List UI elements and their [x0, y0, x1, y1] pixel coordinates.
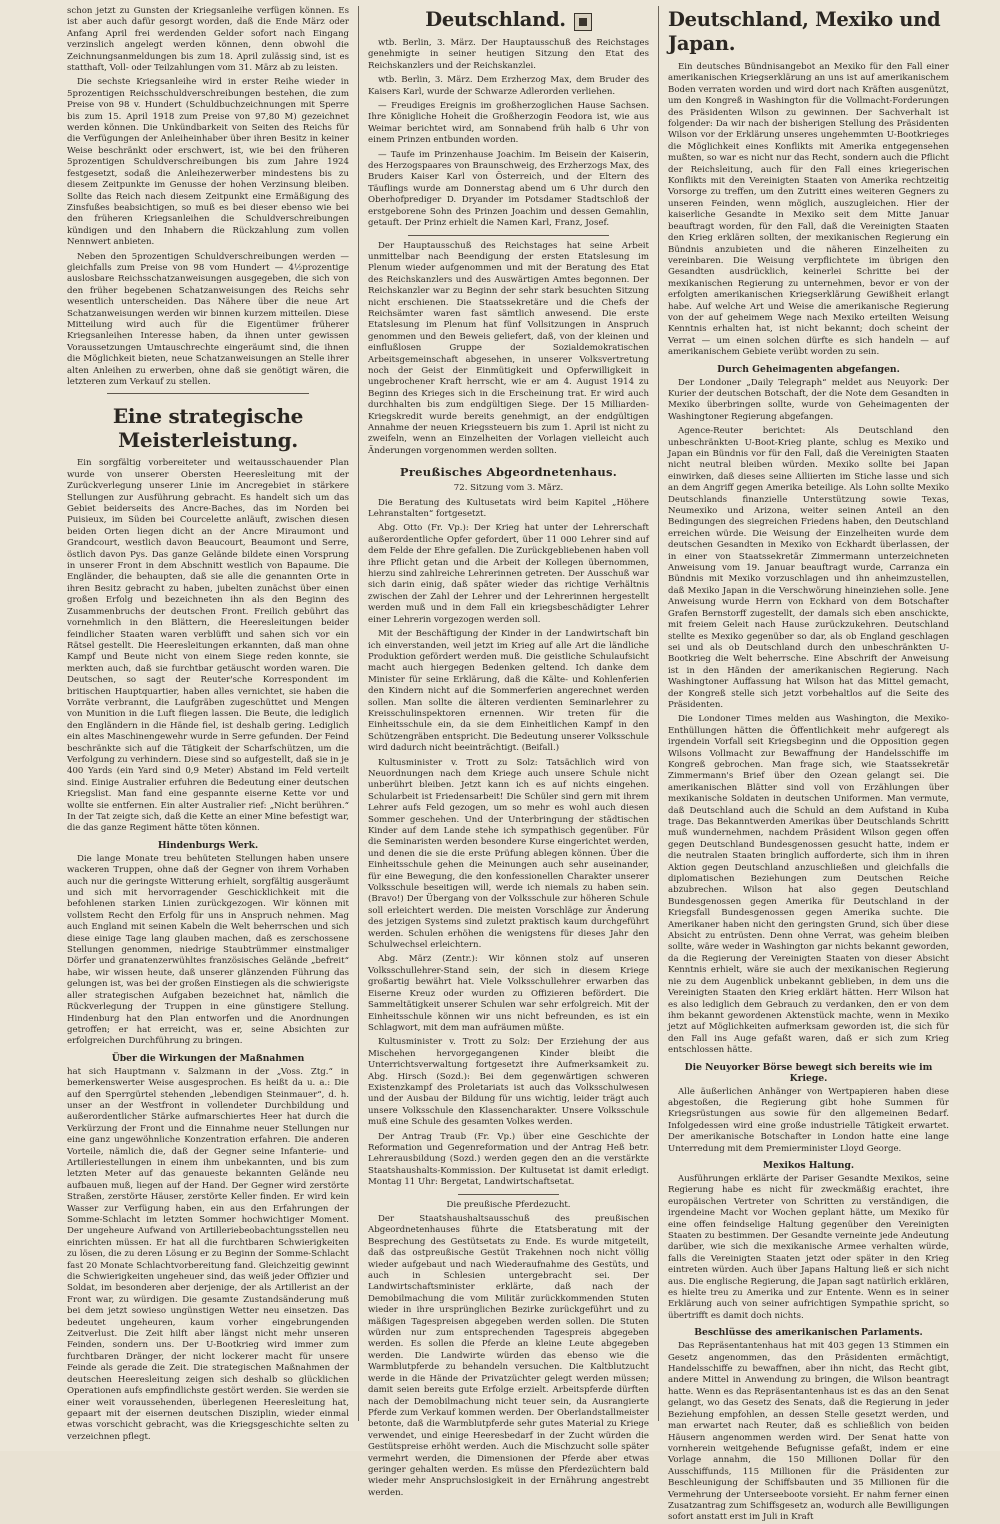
- section-heading: Die preußische Pferdezucht.: [446, 1199, 571, 1210]
- column-right: [658, 6, 958, 1523]
- section-masthead: [368, 6, 649, 38]
- headline-strategy: Eine strategische Meisterleistung.: [112, 404, 304, 453]
- article-paragraph: Agence-Reuter berichtet: Als Deutschland den unbeschränkten U-Boot-Krieg plante, schlug es Mexiko und Japan ein Bündnis vor für den Fall, daß die Vereinigten Staaten nicht neutral bleiben würden. Mexiko sollte bei Japan einwirken, daß dieses seine Alliierten im Stiche lasse und sich an dem Angriff gegen Amerika beteilige. Als Lohn sollte Mexiko Deutschlands finanzielle Unterstützung sowie Texas, Neumexiko und Arizona, weiter seinen Anteil an den Bedingungen des siegreichen Friedens haben, den Deutschland erreichen würde. Die Weisung der Einzelheiten wurde dem deutschen Gesandten in Mexiko von Eckhardt überlassen, der in einer von Staatssekretär Zimmermann unterzeichneten Anweisung vom 19. Januar beauftragt wurde, Carranza ein Bündnis mit Mexiko vorzuschlagen und ihn anheimzustellen, daß Mexiko Japan in die Verschwörung hineinziehen solle. Jene Anweisung wurde Herrn von Eckhard von dem Botschafter Grafen Bernstorff zugestellt, der damals sich eben anschickte, mit freiem Geleit nach Hause zurückzukehren. Deutschland stellte es Mexiko gegenüber so dar, als ob England geschlagen sei und als ob Deutschland durch den unbeschränkten U-Bootkrieg die Welt beherrsche. Eine Abschrift der Anweisung ist in den Händen der amerikanischen Regierung. Nach Washingtoner Auffassung hat Wilson hat das Mittel gemacht, der Kongreß stelle sich jetzt vorbehaltlos auf die Seite des Präsidenten.: [668, 426, 949, 710]
- section-heading: Die Neuyorker Börse bewegt sich bereits wie im Kriege.: [684, 1061, 933, 1084]
- article-paragraph: Ein sorgfältig vorbereiteter und weitausschauender Plan wurde von unserer Obersten Heeresleitung mit der Zurückverlegung unserer Linie im Ancregebiet in stärkere Stellungen zur Ausführung gebracht. Es handelt sich um das Gebiet beiderseits des Ancre-Baches, das im Norden bei Puisieux, im Süden bei Courcelette anläuft, zwischen diesen beiden Orten liegen dicht an der Ancre Miraumont und Grandcourt, westlich davon Beaucourt, Beaumont und Serre, östlich davon Pys. Das ganze Gelände bildete einen Vorsprung in unserer Front in dem Abschnitt westlich von Bapaume. Die Engländer, die behaupten, daß sie alle die genannten Orte in ihren Besitz gebracht zu haben, jubelten zunächst über einen großen Erfolg und bezeichneten ihn als den Beginn des Zusammenbruchs der deutschen Front. Freilich gebührt das vornehmlich in den Blättern, die Heeresleitungen beider feindlicher Staaten waren verblüfft und sahen sich vor ein Rätsel gestellt. Die Heeresleitungen erkannten, daß man ohne Kampf und Beute nicht von einem Siege reden konnte, sie merkten auch, daß sie furchtbar getäuscht worden waren. Die Deutschen, so sagt der Reuter'sche Korrespondent im britischen Hauptquartier, haben alles vernichtet, sie haben die Vorräte verbrannt, die Laufgräben zugeschüttet und Mengen von Munition in die Luft fliegen lassen. Die Beute, die lediglich den Engländern in die Hände fiel, ist deshalb gering. Lediglich ein altes Maschinengewehr wurde in Serre gefunden. Der Feind beschränkte sich auf die Tätigkeit der Scharfschützen, um die Verfolgung zu verhindern. Diese sind so aufgestellt, daß sie in je 400 Yards (ein Yard sind 0,9 Meter) Abstand im Feld verteilt sind. Einige Australier erfuhren die Bedeutung einer deutschen Kriegslist. Man fand eine gespannte eiserne Kette vor und wollte sie entfernen. Ein alter Australier rief: „Nicht berühren.“ In der Tat zeigte sich, daß die Kette an einer Mine befestigt war, die das ganze Regiment hätte töten können.: [67, 458, 349, 834]
- column-left: [58, 6, 358, 1442]
- eagle-emblem-icon: [574, 13, 592, 31]
- section-heading: Beschlüsse des amerikanischen Parlaments.: [694, 1327, 923, 1339]
- article-paragraph: Die sechste Kriegsanleihe wird in erster Reihe wieder in 5prozentigen Reichsschuldverschreibungen bestehen, die zum Preise von 98 v. Hundert (Schuldbuchzeichnungen mit Sperre bis zum 15. April 1918 zum Preise von 97,80 M) gezeichnet werden können. Die Unkündbarkeit von Seiten des Reichs für die Verfügungen der Anleiheinhaber über ihren Besitz in keiner Weise beschränkt oder erschwert, ist, wie bei den früheren 5prozentigen Schuldverschreibungen bis zum Jahre 1924 festgesetzt, sodaß die Anleihezerwerber mindestens bis zu diesem Zeitpunkte im Genusse der hohen Verzinsung bleiben. Sollte das Reich nach diesem Zeitpunkt eine Ermäßigung des Zinsfußes beabsichtigen, so muß es bei dieser ebenso wie bei den früheren Kriegsanleihen die Schuldverschreibungen kündigen und den Inhabern die Rückzahlung zum vollen Nennwert anbieten.: [67, 77, 349, 248]
- article-paragraph: Kultusminister v. Trott zu Solz: Der Erziehung der aus Mischehen hervorgegangenen Kinder bleibt die Unterrichtsverwaltung fortgesetzt ihre Aufmerksamkeit zu. Abg. Hirsch (Sozd.): Bei dem gegenwärtigen schweren Existenzkampf des Proletariats ist auch das Volksschulwesen und der Ausbau der Bildung für uns wichtig, leider trägt auch unsere Volksschule den Klassencharakter. Unsere Volksschule muß eine Schule des gesamten Volkes werden.: [368, 1037, 649, 1128]
- article-paragraph: Das Repräsentantenhaus hat mit 403 gegen 13 Stimmen ein Gesetz angenommen, das den Präsidenten ermächtigt, Handelsschiffe zu bewaffnen, aber ihn nicht, das Recht gibt, andere Mittel in Anwendung zu bringen, die Wilson beantragt hatte. Wenn es das Repräsentantenhaus ist es das an den Senat gelangt, wo das Gesetz des Senats, daß die Regierung in jeder Beziehung empfohlen, an dessen Stelle gesetzt werden, und man erwartet nach Reuter, daß es schließlich von beiden Häusern angenommen werden wird. Der Senat hatte von vornherein weitgehende Befugnisse gefaßt, indem er eine Vorlage annahm, die 150 Millionen Dollar für den Ausschiffunds, 115 Millionen für die Präsidenten zur Beschleunigung der Schiffsbauten und 35 Millionen für die Vermehrung der Unterseeboote vorsieht. Er nahm ferner einen Zusatzantrag zum Schiffsgesetz an, wodurch alle Bewilligungen sofort anstatt erst im Juli in Kraft: [668, 1341, 949, 1523]
- article-paragraph: Alle äußerlichen Anhänger von Wertpapieren haben diese abgestoßen, die Regierung gibt hohe Summen für Kriegsrüstungen aus sowie für den allgemeinen Bedarf. Infolgedessen wird eine große industrielle Tätigkeit erwartet. Der amerikanische Botschafter in London hatte eine lange Unterredung mit dem Premierminister Lloyd George.: [668, 1086, 949, 1154]
- news-item: wtb. Berlin, 3. März. Dem Erzherzog Max, dem Bruder des Kaisers Karl, wurde der Schwarze Adlerorden verliehen.: [368, 75, 649, 97]
- article-paragraph: Die lange Monate treu behüteten Stellungen haben unsere wackeren Truppen, ohne daß der Gegner von ihrem Vorhaben auch nur die geringste Witterung erhielt, sorgfältig ausgeräumt und sich mit hervorragender Geschicklichkeit mit die befohlenen starken Linien zurückgezogen. Wir können mit vollstem Recht den Erfolg für uns in Anspruch nehmen. Mag auch England mit seinen Kabeln die Welt beherrschen und sich diese einige Tage lang glauben machen, daß es zerschossene Stellungen genommen, niedrige Staubtrümmer einstmaliger Dörfer und granatenzerwühltes französisches Gelände „befreit“ habe, wir wissen heute, daß unserer glänzenden Führung das gelungen ist, was bei der großen Einstiegen als die schwierigste aller strategischen Aufgaben bezeichnet hat, nämlich die Rückverlegung der Truppen in eine günstigere Stellung. Hindenburg hat den Plan entworfen und die Anordnungen getroffen; er hat erreicht, was er, seine Absichten zur erfolgreichen Durchführung zu bringen.: [67, 853, 349, 1047]
- divider: [458, 1194, 559, 1195]
- news-item: — Freudiges Ereignis im großherzoglichen Hause Sachsen. Ihre Königliche Hoheit die Großherzogin Feodora ist, wie aus Weimar berichtet wird, am Sonnabend früh halb 6 Uhr von einem Prinzen entbunden worden.: [368, 101, 649, 146]
- session-line: 72. Sitzung vom 3. März.: [453, 483, 564, 494]
- article-paragraph: Ausführungen erklärte der Pariser Gesandte Mexikos, seine Regierung habe es nicht für zweckmäßig erachtet, ihre europäischen Vertreter von Schritten zu verständigen, die irgendeine Macht vor Wochen geplant hätte, um Mexiko für eine offen feindselige Haltung gegenüber den Vereinigten Staaten zu bestimmen. Der Gesandte verneinte jede Andeutung darüber, wie sich die mexikanische Armee verhalten würde, falls die Vereinigten Staaten jetzt oder später in den Krieg eintreten würden. Auch über Japans Haltung ließ er sich nicht aus. Die englische Regierung, die Japan sagt natürlich erklären, es hielte treu zu Amerika und zur Entente. Wenn es in seiner Erklärung auch von seiner aufrichtigen Sympathie spricht, so übertrifft es damit doch nichts.: [668, 1173, 949, 1321]
- headline-mexiko-japan: Deutschland, Mexiko und Japan.: [668, 8, 941, 55]
- divider: [107, 393, 309, 394]
- article-paragraph: Abg. Otto (Fr. Vp.): Der Krieg hat unter der Lehrerschaft außerordentliche Opfer gefordert, über 11 000 Lehrer sind auf dem Felde der Ehre gefallen. Die Zurückgebliebenen haben voll ihre Pflicht getan und die Arbeit der Kollegen übernommen, hierzu sind zahlreiche Lehrerinnen getreten. Der Ausschuß war sich darin einig, daß später wieder das richtige Verhältnis zwischen der Zahl der Lehrer und der Lehrerinnen hergestellt werden muß und in dem Fall ein kriegsbeschädigter Lehrer einer Lehrerin vorgezogen werden soll.: [368, 523, 649, 625]
- article-paragraph: Der Antrag Traub (Fr. Vp.) über eine Geschichte der Reformation und Gegenreformation und der Antrag Heß betr. Lehrerausbildung (Sozd.) werden gegen den an die verstärkte Staatshaushalts-Kommission. Der Kultusetat ist damit erledigt. Montag 11 Uhr: Bergetat, Landwirtschaftsetat.: [368, 1131, 649, 1188]
- article-paragraph: Abg. März (Zentr.): Wir können stolz auf unseren Volksschullehrer-Stand sein, der sich in diesem Kriege großartig bewährt hat. Viele Volksschullehrer erwarben das Eiserne Kreuz oder wurden zu Offizieren befördert. Die Sammeltätigkeit unserer Schulen war sehr erfolgreich. Mit der Einheitsschule können wir uns nicht befreunden, es ist ein Schlagwort, mit dem man aufräumen müßte.: [368, 954, 649, 1033]
- article-paragraph: Ein deutsches Bündnisangebot an Mexiko für den Fall einer amerikanischen Kriegserklärung an uns ist auf amerikanischem Boden verraten worden und wird dort nach Kräften ausgenützt, um den Kongreß in Washington für die Vollmacht-Forderungen des Präsidenten Wilson zu gewinnen. Der Sachverhalt ist folgender: Da wir nach der bisherigen Stellung des Präsidenten Wilson vor der Erklärung unseres ungehemmten U-Bootkrieges die Möglichkeit eines Konflikts mit Amerika entgegensehen mußten, so war es nicht nur das Recht, sondern auch die Pflicht der Reichsleitung, auch für den Fall eines kriegerischen Konflikts mit den Vereinigten Staaten von Amerika rechtzeitig Vorsorge zu treffen, um den Zutritt eines weiteren Gegners zu unseren Feinden, wenn möglich, auszugleichen. Hier der kaiserliche Gesandte in Mexiko seit dem Mitte Januar beauftragt worden, für den Fall, daß die Vereinigten Staaten den Krieg erklären sollten, der mexikanischen Regierung ein Bündnis anzubieten und die näheren Einzelheiten zu vereinbaren. Die Weisung verpflichtete im übrigen den Gesandten ausdrücklich, keinerlei Schritte bei der mexikanischen Regierung zu unternehmen, bevor er von der erfolgten amerikanischen Kriegserklärung Gewißheit erlangt habe. Auf welche Art und Weise die amerikanische Regierung von der auf geheimem Wege nach Mexiko erteilten Weisung Kenntnis erhalten hat, ist nicht bekannt; doch scheint der Verrat — um einen solchen dürfte es sich handeln — auf amerikanischem Gebiete verübt worden zu sein.: [668, 62, 949, 358]
- article-paragraph: Die Beratung des Kultusetats wird beim Kapitel „Höhere Lehranstalten“ fortgesetzt.: [368, 497, 649, 520]
- article-paragraph: schon jetzt zu Gunsten der Kriegsanleihe verfügen können. Es ist aber auch dafür gesorgt worden, daß die Ende März oder Anfang April frei werdenden Gelder sofort nach Eingang verzinslich angelegt werden können, denn obwohl die Zeichnungsanmeldungen bis zum 18. April zulässig sind, ist es statthaft, Voll- oder Teilzahlungen vom 31. März ab zu leisten.: [67, 6, 349, 74]
- article-paragraph: Neben den 5prozentigen Schuldverschreibungen werden — gleichfalls zum Preise von 98 vom Hundert — 4½prozentige auslosbare Reichsschatzanweisungen ausgegeben, die sich von den früher begebenen Schatzanweisungen des Reichs sehr wesentlich unterscheiden. Das Nähere über die neue Art Schatzanweisungen werden wir binnen kurzem mitteilen. Diese Mitteilung wird auch für die Eigentümer früherer Kriegsanleihen Interesse haben, da ihnen unter gewissen Voraussetzungen Umtauschrechte eingeräumt sind, die ihnen die Möglichkeit bieten, neue Schatzanweisungen an Stelle ihrer alten Anleihen zu erwerben, ohne daß sie genötigt wären, die letzteren zum Verkauf zu stellen.: [67, 251, 349, 387]
- columns: [58, 6, 970, 1523]
- headline-abgeordnetenhaus: Preußisches Abgeordnetenhaus.: [399, 465, 618, 480]
- section-heading: Über die Wirkungen der Maßnahmen: [111, 1052, 305, 1064]
- news-item: wtb. Berlin, 3. März. Der Hauptausschuß des Reichstages genehmigte in seiner heutigen Sitzung den Etat des Reichskanzlers und der Reichskanzlei.: [368, 38, 649, 71]
- news-item: Der Hauptausschuß des Reichstages hat seine Arbeit unmittelbar nach Beendigung der ersten Etatslesung im Plenum wieder aufgenommen und mit der Beratung des Etat des Reichskanzlers und des Auswärtigen Amtes begonnen. Der Reichskanzler war zu Beginn der sehr stark besuchten Sitzung nicht erschienen. Die Staatssekretäre und die Chefs der Reichsämter waren fast sämtlich anwesend. Die erste Etatslesung im Plenum hat fünf Vollsitzungen in Anspruch genommen und den Beweis geliefert, daß, von der kleinen und einflußlosen Gruppe der Sozialdemokratischen Arbeitsgemeinschaft abgesehen, in unserer Volksvertretung noch der Geist der Einmütigkeit und Opferwilligkeit in ungebrochener Kraft herrscht, wie er am 4. August 1914 zu Beginn des Krieges sich in die Erscheinung trat. Er wird auch durchhalten bis zum endgültigen Siege. Der 15 Milliarden-Kriegskredit wurde bereits genehmigt, an der endgültigen Annahme der neuen Kriegssteuern bis zum 1. April ist nicht zu zweifeln, wenn an Einzelheiten der Vorlagen vielleicht auch Änderungen vorgenommen werden sollten.: [368, 240, 649, 456]
- article-paragraph: Der Londoner „Daily Telegraph“ meldet aus Neuyork: Der Kurier der deutschen Botschaft, der die Note dem Gesandten in Mexiko überbringen sollte, wurde von Geheimagenten der Washingtoner Regierung abgefangen.: [668, 377, 949, 422]
- article-paragraph: Kultusminister v. Trott zu Solz: Tatsächlich wird von Neuordnungen nach dem Kriege auch unsere Schule nicht unberührt bleiben. Jetzt kann ich es auf nichts eingehen. Schularbeit ist Friedensarbeit! Die Schüler sind gern mit ihrem Lehrer aufs Feld gezogen, um so mehr es wohl auch diesen Sommer geschehen. Und der Unterbringung der städtischen Kinder auf dem Lande stehe ich sympathisch gegenüber. Für die Seminaristen werden besondere Kurse eingerichtet werden, und denen die sie die erste Prüfung ablegen können. Über die Einheitsschule gehen die Meinungen auch sehr auseinander, für eine Bewegung, die den konfessionellen Charakter unserer Volksschule beseitigen will, werde ich niemals zu haben sein. (Bravo!) Der Übergang von der Volksschule zur höheren Schule soll erleichtert werden. Die meisten Vorschläge zur Änderung des jetzigen Systems sind zuletzt praktisch kaum durchgeführt werden. Schulen erhöhen die wenigstens für dieses Jahr den Schulwechsel erleichtern.: [368, 757, 649, 951]
- article-paragraph: Der Staatshaushaltsausschuß des preußischen Abgeordnetenhauses führte die Etatsberatung mit der Besprechung des Gestütsetats zu Ende. Es wurde mitgeteilt, daß das ostpreußische Gestüt Trakehnen noch nicht völlig wieder aufgebaut und nach Wiederaufnahme des Gestüts, und auch in Schlesien untergebracht sei. Der Landwirtschaftsminister erklärte, daß nach der Demobilmachung die vom Militär zurückkommenden Stuten wieder in ihre ursprünglichen Bezirke zurückgeführt und zu mäßigen Tagespreisen abgegeben werden sollen. Die Stuten würden nur zum entsprechenden Tagespreis abgegeben werden. Es sollen die Pferde an kleine Leute abgegeben werden. Die Landwirte würden das ebenso wie die Warmblutpferde zu behandeln versuchen. Die Kaltblutzucht werde in die Hände der Privatzüchter gelegt werden müssen; damit seien bereits gute Erfolge erzielt. Arbeitspferde dürften nach der Demobilmachung nicht teuer sein, da Ausrangierte Pferde zum Verkauf kommen werden. Der Oberlandstallmeister betonte, daß die Warmblutpferde sehr gutes Material zu Kriege verwendet, und einige Heeresbedarf in der Zucht würden die Gestütspreise erhöht werden. Auch die Mischzucht solle später vermehrt werden, die Dimensionen der Pferde aber etwas geringer gehalten werden. Es müsse den Pferdezüchtern bald wieder mehr Anspruchslosigkeit in der Ernährung angestrebt werden.: [368, 1214, 649, 1498]
- article-paragraph: Mit der Beschäftigung der Kinder in der Landwirtschaft bin ich einverstanden, weil jetzt im Krieg auf alle Art die ländliche Produktion gefördert werden muß. Die geistliche Schulaufsicht macht auch hiergegen Bedenken geltend. Ich danke dem Minister für seine Erklärung, daß die Kälte- und Kohlenferien den Kindern nicht auf die Sommerferien angerechnet werden sollen. Man sollte die älteren verdienten Seminarlehrer zu Kreisschulinspektoren ernennen. Wir treten für die Einheitsschule ein, da sie dem Einheitlichen Kampf in den Schützengräben entspricht. Die Bedeutung unserer Volksschule wird dadurch nicht beeinträchtigt. (Beifall.): [368, 629, 649, 754]
- section-heading: Mexikos Haltung.: [762, 1159, 855, 1171]
- column-middle: [358, 6, 658, 1498]
- article-paragraph: hat sich Hauptmann v. Salzmann in der „Voss. Ztg.“ in bemerkenswerter Weise ausgesprochen. Es heißt da u. a.: Die auf den Sperrgürtel stehenden „lebendigen Steinmauer“, d. h. unser an der Westfront in vollendeter Durchbildung und außerordentlicher Stärke aufmarschiertes Heer hat durch die Verkürzung der Front und die Einnahme neuer Stellungen nur eine ganz ungewöhnliche Konzentration erfahren. Die anderen Vorteile, nämlich die, daß der Gegner seine Infanterie- und Artilleriestellungen in einem ihm unbekannten, und bis zum letzten Meter auf das genaueste bekannten Gelände neu aufbauen muß, liegen auf der Hand. Der Gegner wird zerstörte Straßen, zerstörte Häuser, zerstörte Keller finden. Er wird kein Wasser zur Verfügung haben, ein aus den Erfahrungen der Somme-Schlacht im letzten Sommer hochwichtiger Moment. Der ungeheure Aufwand von Artilleriebeobachtungsstellen neu einrichten müssen. Er hat all die furchtbaren Schwierigkeiten zu lösen, die zu deren Lösung er zu Beginn der Somme-Schlacht fast 20 Monate Schlachtvorbereitung fand. Gleichzeitig gewinnt die Schwierigkeiten ungeheuer sind, das weiß jeder Offizier und Soldat, im besonderen aber derjenige, der als Artillerist an der Front war, zu würdigen. Die gesamte Zustandsänderung muß bei dem jetzt sowieso ungünstigen Wetter neu einsetzen. Das bedeutet ungeheuren, kaum vorher eingebrungenden Zeitverlust. Die Zeit hilft aber längst nicht mehr unseren Feinden, sondern uns. Der U-Bootkrieg wird immer zum furchtbaren Dränger, der nicht lockerer macht für unsere Feinde als gerade die Zeit. Die strategischen Maßnahmen der deutschen Heeresleitung zeigen sich deshalb so glücklichen Operationen aufs empfindlichste gestört werden. Sie werden sie einer weit voraussehenden, überlegenen Heeresleitung hat, gepaart mit der eisernen deutschen Disziplin, wieder einmal etwas vorschicht gebracht, was die Kriegsgeschichte selten zu verzeichnen pflegt.: [67, 1066, 349, 1442]
- news-item: — Taufe im Prinzenhause Joachim. Im Beisein der Kaiserin, des Herzogspaares von Braunschweig, des Erzherzogs Max, des Bruders Kaiser Karl von Österreich, und der Eltern des Täuflings wurde am Donnerstag abend um 6 Uhr durch den Oberhofprediger D. Dryander im Potsdamer Stadtschloß der erstgeborene Sohn des Prinzen Joachim und dessen Gemahlin, getauft. Der Prinz erhielt die Namen Karl, Franz, Josef.: [368, 149, 649, 229]
- divider: [408, 235, 609, 236]
- section-heading: Hindenburgs Werk.: [157, 839, 259, 851]
- article-paragraph: Die Londoner Times melden aus Washington, die Mexiko-Enthüllungen hätten die Öffentlichkeit mehr aufgeregt als irgendein Vorfall seit Kriegsbeginn und die Opposition gegen Wilsons Vollmacht zur Bewaffnung der Handelsschiffe im Kongreß gebrochen. Man frage sich, wie Staatssekretär Zimmermann's Brief über den Ozean gelangt sei. Die amerikanischen Blätter sind voll von Erzählungen über mexikanische Soldaten in deutschen Uniformen. Man vermute, daß Deutschland auch die Schuld an dem Aufstand in Kuba trage. Das Bekanntwerden Amerikas über Deutschlands Schritt muß wundernehmen, nachdem Präsident Wilson gegen offen gegen Deutschland Bundesgenossen gesucht hatte, indem er die neutralen Staaten bringlich aufforderte, sich ihm in ihren Aktion gegen Deutschland anzuschließen und gleichfalls die diplomatischen Beziehungen zum Deutschen Reiche abzubrechen. Wilson hat also gegen Deutschland Bundesgenossen gegen Amerika für Deutschland in der Kriegsfall Bundesgenossen gegen Amerika suchte. Die Amerikaner haben nicht den geringsten Grund, sich über diese Absicht zu entrüsten. Denn ohne Verrat, was geheim bleiben sollte, wäre weder in Washington gar nichts bekannt geworden, da die Regierung der Vereinigten Staaten von dieser Absicht Kenntnis erhielt, wäre sie auch der mexikanischen Regierung nie zu dem Augenblick unbekannt geblieben, in dem uns die Vereinigten Staaten den Krieg erklärt hätten. Herr Wilson hat es also lediglich dem Gebrauch zu verdanken, den er von dem ihm bekannt gewordenen Aktenstück machte, wenn in Mexiko jetzt auf Möglichkeiten aufmerksam geworden ist, die sich für den Fall ins Auge gefaßt waren, daß er sich zum Krieg entschlossen hätte.: [668, 714, 949, 1056]
- headline-deutschland: Deutschland.: [425, 8, 566, 31]
- section-heading: Durch Geheimagenten abgefangen.: [717, 363, 900, 375]
